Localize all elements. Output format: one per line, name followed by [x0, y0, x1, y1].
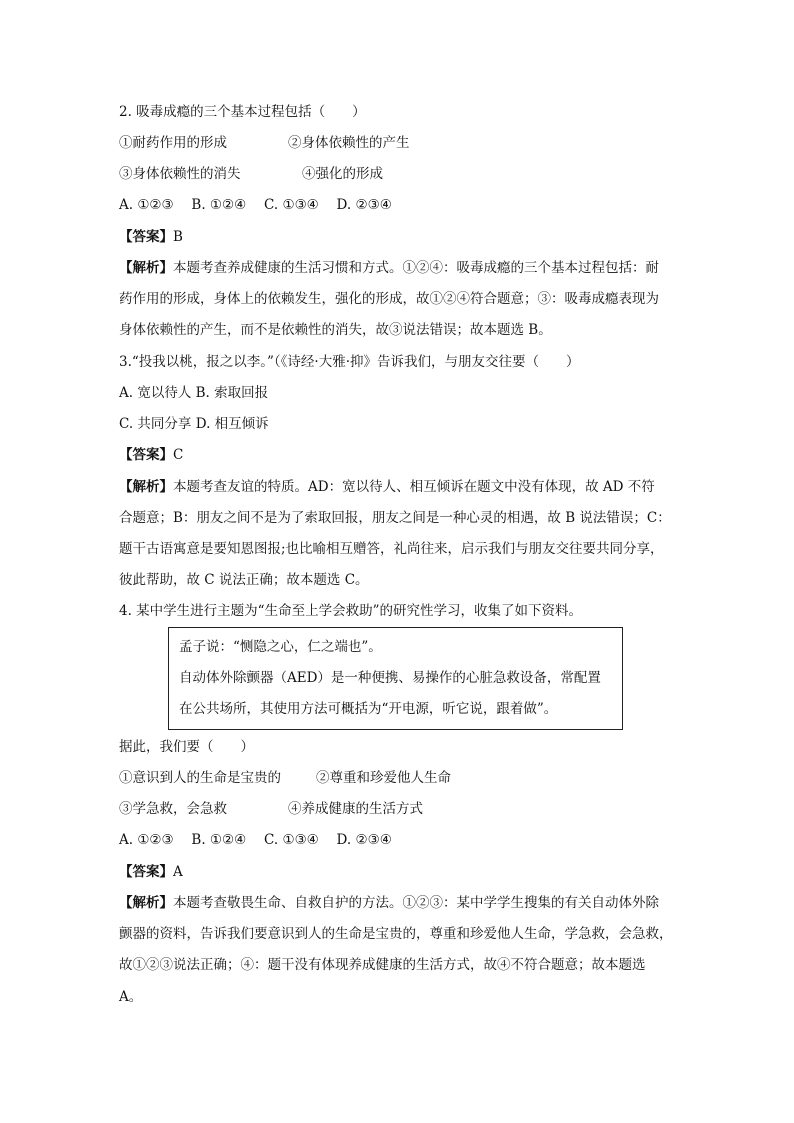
q4-analysis-line-2: 颤器的资料，告诉我们要意识到人的生命是宝贵的，尊重和珍爱他人生命，学急救，会急救，	[119, 926, 673, 942]
q4-question: 据此，我们要（ ）	[119, 739, 254, 755]
q4-item-4: ④养成健康的生活方式	[288, 801, 423, 817]
q4-options: A. ①②③ B. ①②④ C. ①③④ D. ②③④	[119, 832, 392, 848]
q2-analysis-line-1: 【解析】本题考查养成健康的生活习惯和方式。①②④：吸毒成瘾的三个基本过程包括：耐	[119, 260, 659, 276]
q2-options: A. ①②③ B. ①②④ C. ①③④ D. ②③④	[119, 197, 392, 213]
q2-analysis-line-2: 药作用的形成，身体上的依赖发生，强化的形成，故①②④符合题意；③：吸毒成瘾表现为	[119, 291, 659, 307]
q2-stem: 2. 吸毒成瘾的三个基本过程包括（ ）	[119, 104, 366, 120]
material-line-3: 在公共场所，其使用方法可概括为“开电源，听它说，跟着做”。	[179, 701, 558, 717]
material-line-1: 孟子说：“恻隐之心，仁之端也”。	[179, 639, 382, 655]
material-box	[168, 627, 623, 730]
q4-answer	[119, 862, 183, 882]
q2-answer	[119, 227, 183, 247]
material-line-2: 自动体外除颤器（AED）是一种便携、易操作的心脏急救设备，常配置	[179, 670, 601, 686]
q3-options-line-1: A. 宽以待人 B. 索取回报	[119, 385, 269, 401]
q3-analysis-line-2: 合题意；B：朋友之间不是为了索取回报，朋友之间是一种心灵的相遇，故 B 说法错误；C：	[119, 510, 671, 526]
q2-analysis-line-3: 身体依赖性的产生，而不是依赖性的消失，故③说法错误；故本题选 B。	[119, 322, 552, 338]
analysis-tag: 【解析】	[119, 895, 173, 911]
q4-analysis-line-4: A。	[119, 989, 143, 1005]
q4-stem: 4. 某中学生进行主题为“生命至上学会救助”的研究性学习，收集了如下资料。	[119, 603, 582, 619]
q4-analysis-line-1: 【解析】本题考查敬畏生命、自救自护的方法。①②③：某中学学生搜集的有关自动体外除	[119, 895, 659, 911]
q3-stem: 3.“投我以桃，报之以李。”（《诗经·大雅·抑》告诉我们，与朋友交往要（ ）	[119, 354, 580, 370]
answer-tag: 【答案】	[119, 229, 173, 245]
q3-analysis-line-1: 【解析】本题考查友谊的特质。AD：宽以待人、相互倾诉在题文中没有体现，故 AD 不符	[119, 479, 655, 495]
q4-analysis-line-3: 故①②③说法正确；④：题干没有体现养成健康的生活方式，故④不符合题意；故本题选	[119, 957, 646, 973]
q2-answer-value: B	[173, 229, 183, 245]
q2-item-1: ①耐药作用的形成	[119, 135, 227, 151]
analysis-tag: 【解析】	[119, 479, 173, 495]
q3-analysis-line-4: 彼此帮助，故 C 说法正确；故本题选 C。	[119, 572, 369, 588]
q2-item-4: ④强化的形成	[302, 166, 383, 182]
q2-item-3: ③身体依赖性的消失	[119, 166, 241, 182]
answer-tag: 【答案】	[119, 447, 173, 463]
q4-item-1: ①意识到人的生命是宝贵的	[119, 770, 281, 786]
analysis-tag: 【解析】	[119, 260, 173, 276]
q2-item-2: ②身体依赖性的产生	[288, 135, 410, 151]
q3-answer	[119, 445, 183, 465]
answer-tag: 【答案】	[119, 864, 173, 880]
q4-item-2: ②尊重和珍爱他人生命	[316, 770, 451, 786]
q4-answer-value: A	[173, 864, 183, 880]
q4-item-3: ③学急救，会急救	[119, 801, 227, 817]
q3-options-line-2: C. 共同分享 D. 相互倾诉	[119, 416, 269, 432]
q3-answer-value: C	[173, 447, 184, 463]
q3-analysis-line-3: 题干古语寓意是要知恩图报;也比喻相互赠答，礼尚往来，启示我们与朋友交往要共同分享，	[119, 541, 664, 557]
